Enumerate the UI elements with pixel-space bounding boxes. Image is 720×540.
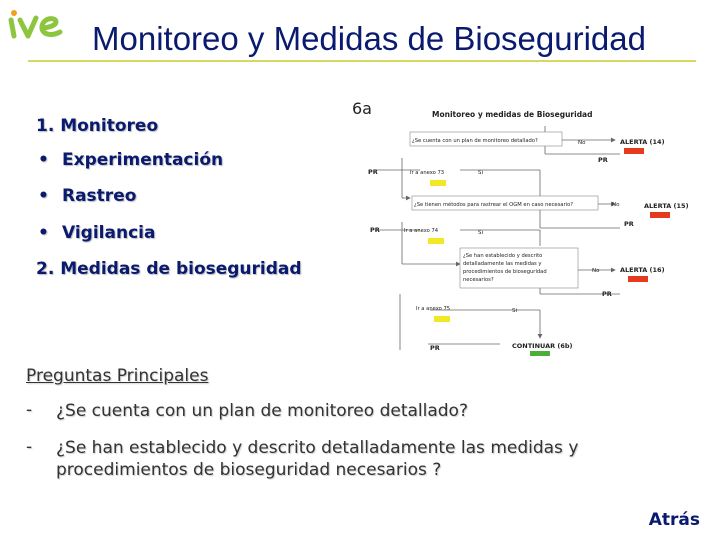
dash-icon: - <box>26 437 33 457</box>
continue-marker <box>530 351 550 356</box>
page-title: Monitoreo y Medidas de Bioseguridad <box>92 20 646 57</box>
bullet-label: Experimentación <box>62 150 224 170</box>
diagram-title: Monitoreo y medidas de Bioseguridad <box>432 110 593 119</box>
biosafety-flowchart <box>340 98 700 356</box>
bullet-item-vigilancia <box>38 223 155 243</box>
diagram-annex-1: Ir a anexo 73 <box>410 170 445 176</box>
diagram-pr-2: PR <box>368 168 378 176</box>
diagram-tag: 6a <box>352 99 372 118</box>
bullet-icon: • <box>38 150 49 170</box>
annex-1-marker <box>430 180 446 186</box>
diagram-si-1: Si <box>478 170 484 176</box>
title-divider <box>28 60 696 62</box>
diagram-pr-6: PR <box>430 344 440 352</box>
diagram-annex-2: Ir a anexo 74 <box>404 228 439 234</box>
alert-1-marker <box>624 148 644 154</box>
diagram-question-3-line-1: ¿Se han establecido y descrito <box>463 253 543 259</box>
dash-icon: - <box>26 400 33 420</box>
diagram-no-3: No <box>592 268 600 274</box>
diagram-question-3-line-2: detalladamente las medidas y <box>463 261 542 267</box>
question-item-2 <box>26 437 706 485</box>
diagram-question-1: ¿Se cuenta con un plan de monitoreo detallado? <box>412 138 538 144</box>
question-text: ¿Se han establecido y descrito detalladamente las medidas y procedimientos de bioseguridad necesarios ? <box>56 438 579 480</box>
bullet-item-rastreo <box>38 186 136 206</box>
question-item-1 <box>26 400 706 424</box>
section-monitoreo: 1. Monitoreo <box>36 116 159 136</box>
diagram-si-2: Si <box>478 230 484 236</box>
diagram-pr-3: PR <box>624 220 634 228</box>
bullet-icon: • <box>38 223 49 243</box>
section-medidas: 2. Medidas de bioseguridad <box>36 259 302 279</box>
alert-3-marker <box>628 276 648 282</box>
diagram-question-2: ¿Se tienen métodos para rastrear el OGM en caso necesario? <box>414 202 573 208</box>
diagram-no-2: No <box>612 202 620 208</box>
diagram-si-3: Si <box>512 308 518 314</box>
diagram-annex-3: Ir a anexo 75 <box>416 306 451 312</box>
back-link[interactable]: Atrás <box>648 510 700 530</box>
bullet-label: Rastreo <box>62 186 137 206</box>
diagram-pr-1: PR <box>598 156 608 164</box>
questions-heading: Preguntas Principales <box>26 366 209 386</box>
diagram-alert-1: ALERTA (14) <box>620 138 665 146</box>
diagram-pr-4: PR <box>370 226 380 234</box>
alert-2-marker <box>650 212 670 218</box>
annex-2-marker <box>428 238 444 244</box>
bullet-label: Vigilancia <box>62 223 156 243</box>
diagram-alert-3: ALERTA (16) <box>620 266 665 274</box>
bullet-icon: • <box>38 186 49 206</box>
bullet-item-experimentacion <box>38 150 223 170</box>
diagram-question-3-line-4: necesarios? <box>463 277 494 283</box>
diagram-pr-5: PR <box>602 290 612 298</box>
question-text: ¿Se cuenta con un plan de monitoreo detallado? <box>56 401 468 421</box>
annex-3-marker <box>434 316 450 322</box>
diagram-question-3-line-3: procedimientos de bioseguridad <box>463 269 547 275</box>
diagram-alert-2: ALERTA (15) <box>644 202 689 210</box>
ive-logo <box>4 4 84 44</box>
diagram-continue: CONTINUAR (6b) <box>512 342 573 350</box>
diagram-no-1: No <box>578 140 586 146</box>
